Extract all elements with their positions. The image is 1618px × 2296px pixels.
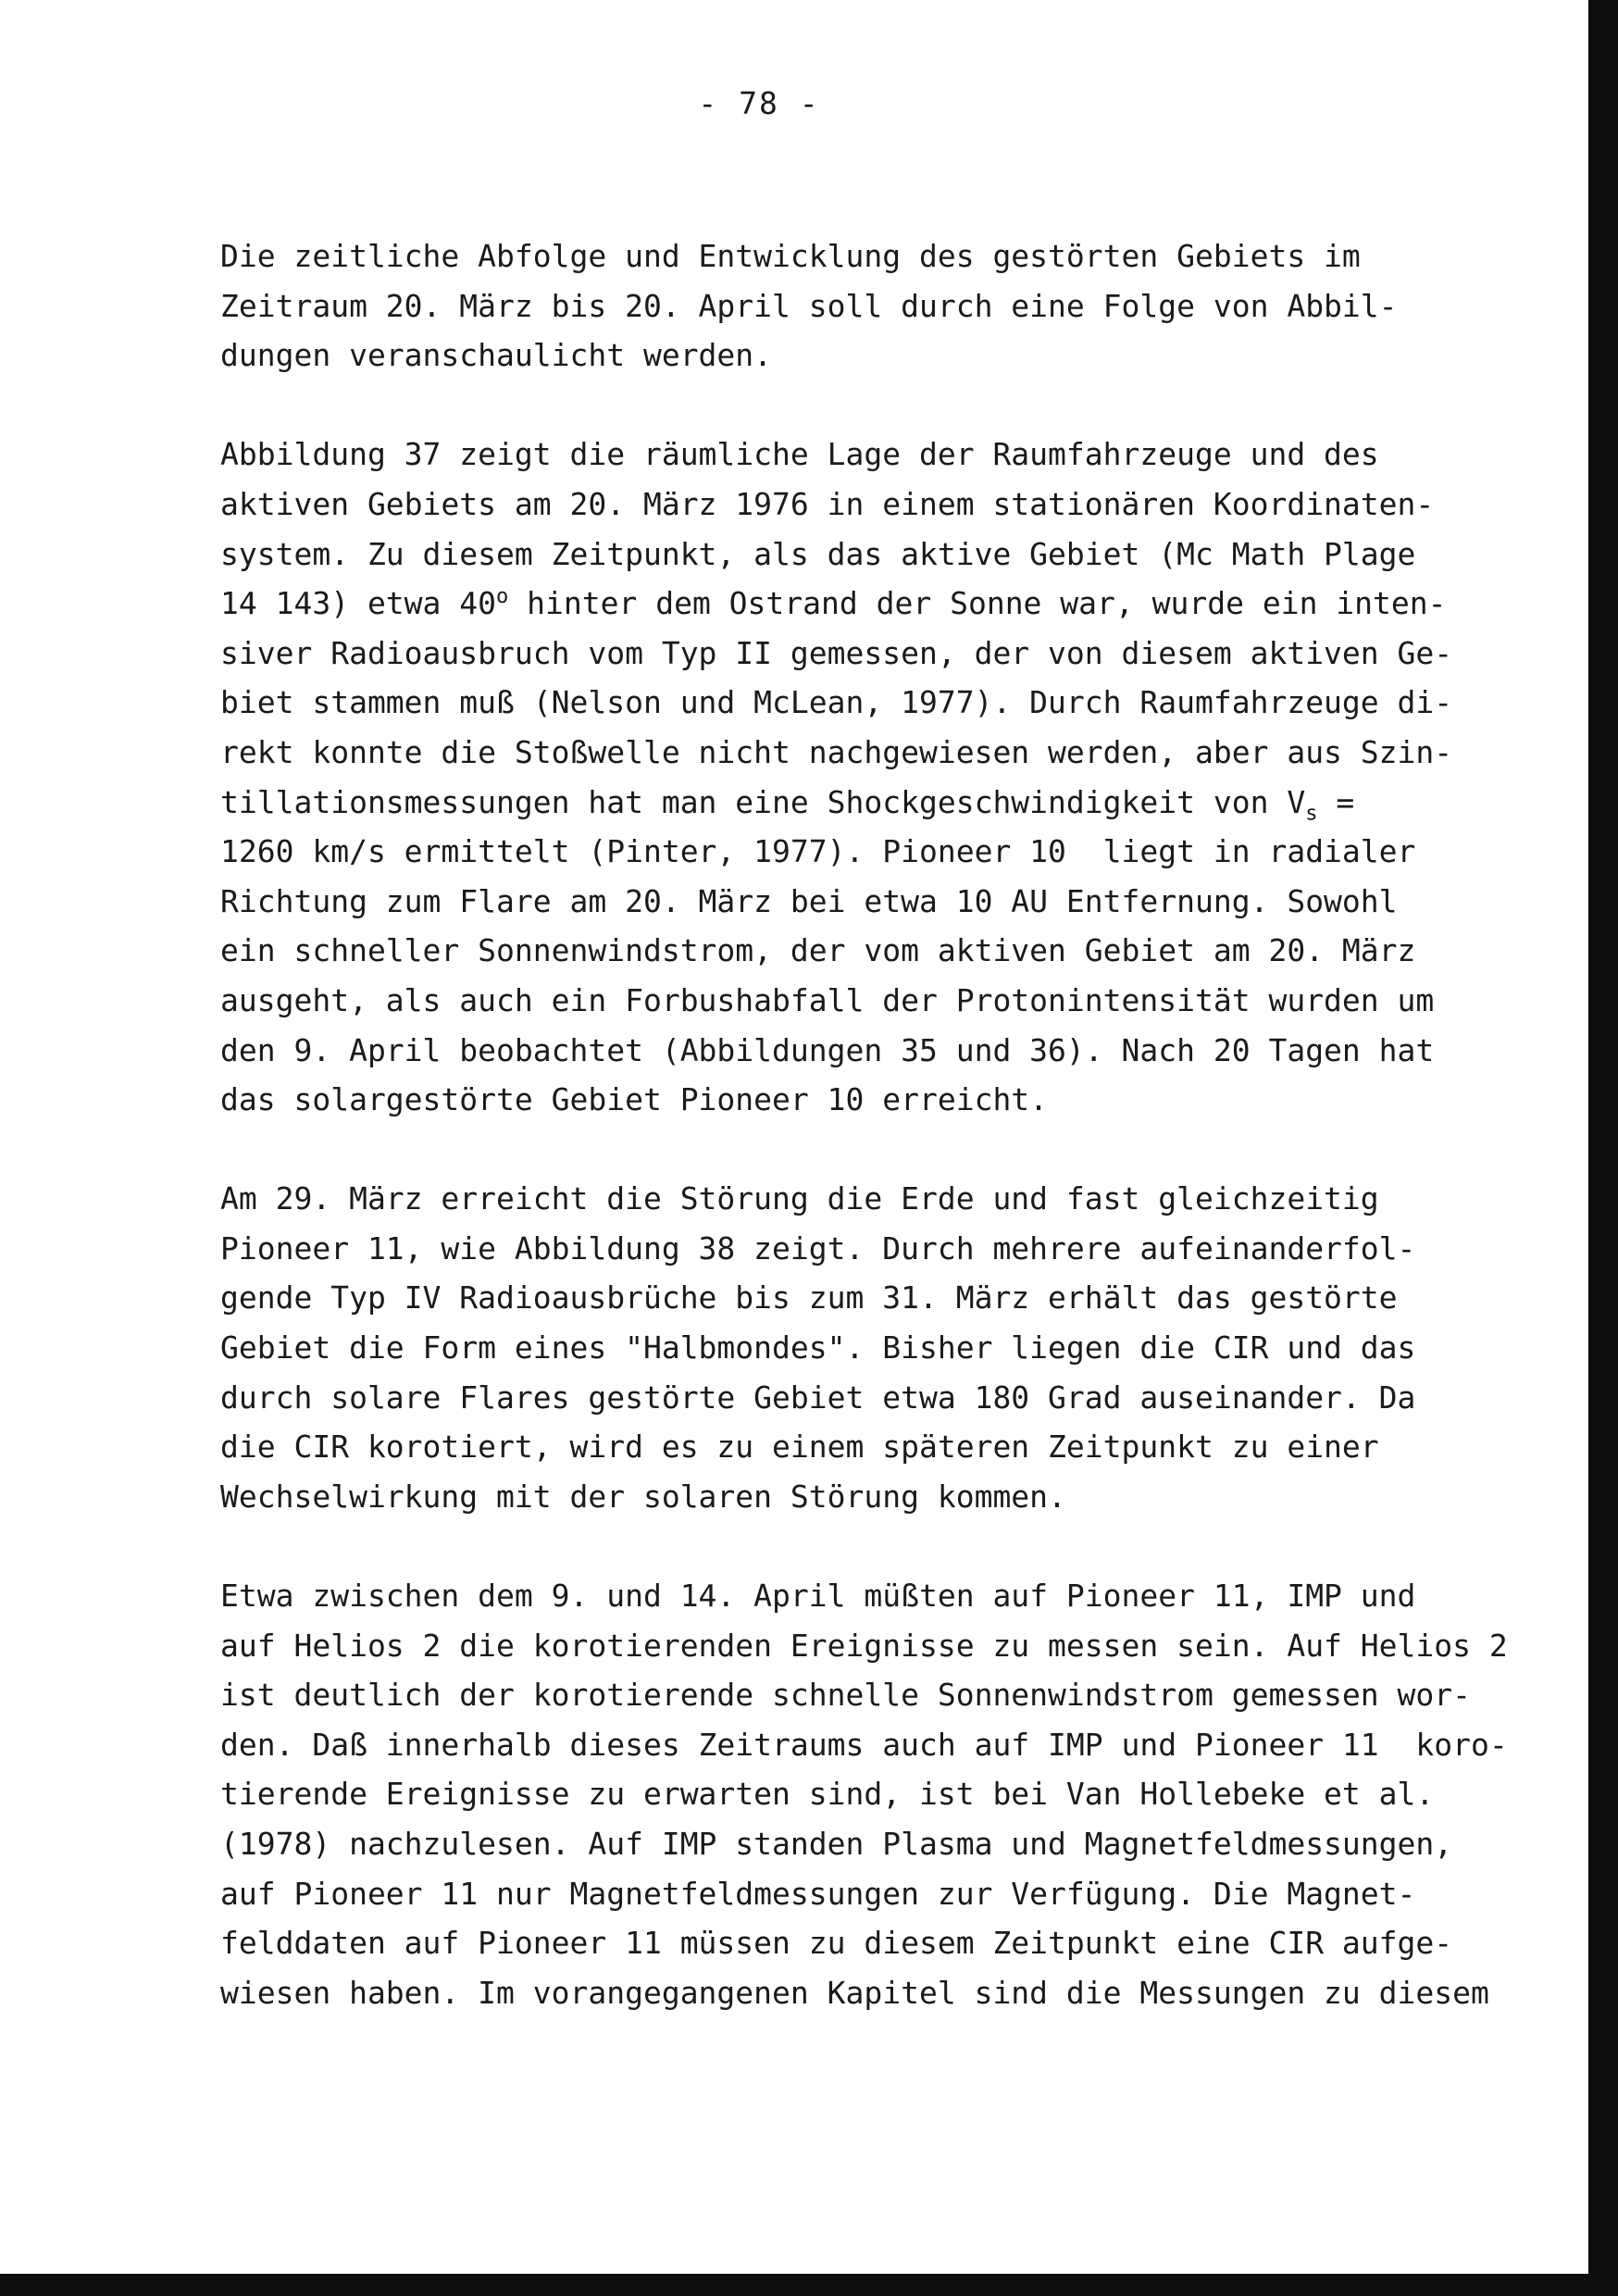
page-number: - 78 -: [698, 85, 820, 121]
body-text: [220, 231, 1508, 2067]
text-line: ist deutlich der korotierende schnelle Sonnenwindstrom gemessen wor-: [220, 1677, 1472, 1714]
text-line: 1260 km/s ermittelt (Pinter, 1977). Pioneer 10 liegt in radialer: [220, 833, 1416, 870]
scan-edge-bottom: [0, 2274, 1618, 2296]
text-line: tierende Ereignisse zu erwarten sind, ist bei Van Hollebeke et al.: [220, 1776, 1435, 1813]
text-line: den 9. April beobachtet (Abbildungen 35 und 36). Nach 20 Tagen hat: [220, 1031, 1435, 1068]
text-line: ausgeht, als auch ein Forbushabfall der Protonintensität wurden um: [220, 981, 1435, 1018]
text-line: Die zeitliche Abfolge und Entwicklung des gestörten Gebiets im: [220, 238, 1361, 274]
text-line: Wechselwirkung mit der solaren Störung kommen.: [220, 1478, 1066, 1515]
text-line: Gebiet die Form eines "Halbmondes". Bisher liegen die CIR und das: [220, 1329, 1416, 1366]
text-line: den. Daß innerhalb dieses Zeitraums auch auf IMP und Pioneer 11 koro-: [220, 1726, 1508, 1763]
text-fragment: tillationsmessungen hat man eine Shockgeschwindigkeit von V: [220, 783, 1306, 820]
text-line: auf Helios 2 die korotierenden Ereignisse zu messen sein. Auf Helios 2: [220, 1627, 1508, 1664]
text-line: biet stammen muß (Nelson und McLean, 1977). Durch Raumfahrzeuge di-: [220, 684, 1453, 721]
velocity-subscript: s: [1305, 802, 1318, 826]
text-fragment: 14 143) etwa 40: [220, 585, 497, 622]
text-line: Am 29. März erreicht die Störung die Erde und fast gleichzeitig: [220, 1180, 1379, 1217]
text-line: durch solare Flares gestörte Gebiet etwa 180 Grad auseinander. Da: [220, 1379, 1416, 1416]
text-line: wiesen haben. Im vorangegangenen Kapitel sind die Messungen zu diesem: [220, 1974, 1489, 2011]
text-line: aktiven Gebiets am 20. März 1976 in einem stationären Koordinaten-: [220, 485, 1435, 522]
paragraph-4: [220, 1571, 1508, 2017]
paragraph-1: [220, 231, 1398, 381]
text-line-with-degree: [220, 579, 1447, 629]
text-line: ein schneller Sonnenwindstrom, der vom aktiven Gebiet am 20. März: [220, 932, 1416, 969]
text-line-with-subscript: [220, 778, 1377, 828]
text-line: Etwa zwischen dem 9. und 14. April müßten auf Pioneer 11, IMP und: [220, 1578, 1416, 1615]
scan-edge-right: [1588, 0, 1618, 2296]
text-fragment: hinter dem Ostrand der Sonne war, wurde ein inten-: [508, 585, 1447, 622]
paragraph-2: [220, 430, 1453, 1124]
paragraph-3: [220, 1174, 1416, 1521]
text-line: felddaten auf Pioneer 11 müssen zu diesem Zeitpunkt eine CIR aufge-: [220, 1925, 1453, 1962]
text-line: gende Typ IV Radioausbrüche bis zum 31. März erhält das gestörte: [220, 1279, 1398, 1316]
text-fragment: =: [1317, 783, 1355, 820]
text-line: Pioneer 11, wie Abbildung 38 zeigt. Durch mehrere aufeinanderfol-: [220, 1229, 1416, 1267]
text-line: system. Zu diesem Zeitpunkt, als das aktive Gebiet (Mc Math Plage: [220, 535, 1416, 572]
text-line: (1978) nachzulesen. Auf IMP standen Plasma und Magnetfeldmessungen,: [220, 1826, 1453, 1862]
text-line: Richtung zum Flare am 20. März bei etwa 10 AU Entfernung. Sowohl: [220, 882, 1398, 919]
text-line: rekt konnte die Stoßwelle nicht nachgewiesen werden, aber aus Szin-: [220, 733, 1453, 770]
text-line: Abbildung 37 zeigt die räumliche Lage der Raumfahrzeuge und des: [220, 436, 1379, 473]
text-line: dungen veranschaulicht werden.: [220, 337, 773, 374]
text-line: Zeitraum 20. März bis 20. April soll durch eine Folge von Abbil-: [220, 287, 1398, 324]
text-line: auf Pioneer 11 nur Magnetfeldmessungen zur Verfügung. Die Magnet-: [220, 1875, 1416, 1912]
text-line: siver Radioausbruch vom Typ II gemessen, der von diesem aktiven Ge-: [220, 634, 1453, 671]
text-line: das solargestörte Gebiet Pioneer 10 erreicht.: [220, 1081, 1049, 1118]
text-line: die CIR korotiert, wird es zu einem späteren Zeitpunkt zu einer: [220, 1429, 1379, 1466]
degree-superscript: o: [496, 585, 509, 609]
